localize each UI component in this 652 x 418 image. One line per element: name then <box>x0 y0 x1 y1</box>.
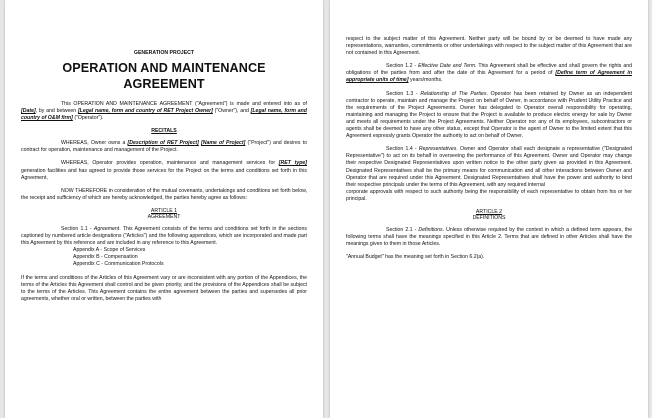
appendix-item-b: Appendix B - Compensation <box>73 254 138 261</box>
whereas-paragraph-1: WHEREAS, Owner owns a [Description of RET Project] [Name of Project] ("Project") and desires to contract for operation, maintenance and management of the Project. <box>21 140 307 154</box>
page-2-content <box>346 36 632 261</box>
page-1-content <box>21 50 307 303</box>
article-2-title: DEFINITIONS <box>472 214 506 221</box>
section-1-4-paragraph: Section 1.4 - Representatives. Owner and Operator shall each designate a representative ("Designated Representative") to act on its behalf in overseeing the performance of this Agreement. Owner and Operator may change their respective Designated Representatives upon written notice to the other party given as provided in this Agreement. Designated Representatives shall be the primary means for communication and all other interactions between Owner and Operator that are required under this Agreement. Designated Representatives shall have the power and authority to bind their respective principals under the terms of this Agreement, with any required internal <box>346 146 632 188</box>
project-description-field: [Description of RET Project] <box>127 140 199 147</box>
document-title <box>21 60 307 92</box>
section-1-4-continued: corporate approvals with respect to such authority being the responsibility of each representative to obtain from his or her principal. <box>346 188 632 202</box>
section-1-3-paragraph: Section 1.3 - Relationship of The Parties. Operator has been retained by Owner as an independent contractor to operate, maintain and manage the Project on behalf of Owner, in accordance with Prudent Utility Practice and the requirements of the Project Agreements. Owner has delegated to Operator overall responsibility for operating, maintaining and managing the Project to ensure that the Project is available to produce electric energy for sale by Owner and meets all requirements under the Project Agreements. Neither Operator nor any of its employees, subcontractors or agents shall be deemed to have any other status, except that Operator is the agent of Owner to the limited extent that this Agreement expressly grants Operator the authority to act on behalf of Owner. <box>346 90 632 140</box>
article-2-heading: ARTICLE 2 <box>475 208 503 215</box>
section-1-2-paragraph: Section 1.2 - Effective Date and Term. This Agreement shall be effective and shall govern the rights and obligations of the parties from and after the date of this Agreement for a period of [Define term of Agreement in appropriate units of time] years/months. <box>346 63 632 84</box>
article-1-heading: ARTICLE 1 <box>150 207 178 214</box>
conflict-paragraph: If the terms and conditions of the Articles of this Agreement vary or are inconsistent with any portion of the Appendices, the terms of the Articles this Agreement shall control and be given priority, and the provisions of the Appendices shall be subject to the terms of the Articles. This Agreement contains the entire agreement between the parties and supersedes all prior agreements, whether oral or written, between the parties with <box>21 274 307 302</box>
appendix-item-c: Appendix C - Communication Protocols <box>73 261 164 268</box>
project-name-field: [Name of Project] <box>201 140 246 147</box>
section-2-1-paragraph: Section 2.1 - Definitions. Unless otherwise required by the context in which a defined term appears, the following terms shall have the meanings specified in this Article 2. Terms that are defined in other Articles shall have the meanings given to them in those Articles. <box>346 226 633 248</box>
document-kicker: GENERATION PROJECT <box>133 50 195 56</box>
owner-name-field: [Legal name, form and country of RET Project Owner] <box>77 108 213 115</box>
annual-budget-definition: "Annual Budget" has the meaning set forth in Section 6.2(a). <box>346 254 485 261</box>
recitals-heading: RECITALS <box>151 128 177 135</box>
date-field: [Date] <box>21 108 36 115</box>
document-page-2 <box>330 0 648 418</box>
ret-type-field: [RET type] <box>278 160 307 167</box>
whereas-paragraph-2: WHEREAS, Operator provides operation, maintenance and management services for [RET type] generation facilities and has agreed to provide those services for the Project on the terms and conditions set forth in this Agreement, <box>21 160 307 181</box>
now-therefore-paragraph: NOW THEREFORE in consideration of the mutual covenants, undertakings and conditions set forth below, the receipt and sufficiency of which are hereby acknowledged, the parties hereby agree as follows: <box>21 187 307 201</box>
intro-paragraph: This OPERATION AND MAINTENANCE AGREEMENT ("Agreement") is made and entered into as of [Date], by and between [Legal name, form and country of RET Project Owner] ("Owner"), and [Legal name, form and country of O&M firm] ("Operator"). <box>21 101 307 122</box>
continued-paragraph: respect to the subject matter of this Agreement. Neither party will be bound by or be deemed to have made any representations, warranties, commitments or other undertakings with respect to the subject matter of this Agreement that are not contained in this Agreement. <box>346 36 632 57</box>
operator-name-field: [Legal name, form and country of O&M firm] <box>21 108 307 122</box>
term-field: [Define term of Agreement in appropriate units of time] <box>346 70 632 84</box>
title-line-1: OPERATION AND MAINTENANCE <box>62 61 266 75</box>
document-page-1 <box>5 0 323 418</box>
title-line-2: AGREEMENT <box>123 77 205 91</box>
section-1-1-paragraph: Section 1.1 - Agreement. This Agreement consists of the terms and conditions set forth in the sections captioned by numbered article designations ("Articles") and the following appendices, which are incorporated and made part this Agreement by this reference and are included in any reference to this Agreement. <box>21 225 308 247</box>
appendix-item-a: Appendix A - Scope of Services <box>73 247 146 254</box>
article-1-title: AGREEMENT <box>147 213 181 220</box>
